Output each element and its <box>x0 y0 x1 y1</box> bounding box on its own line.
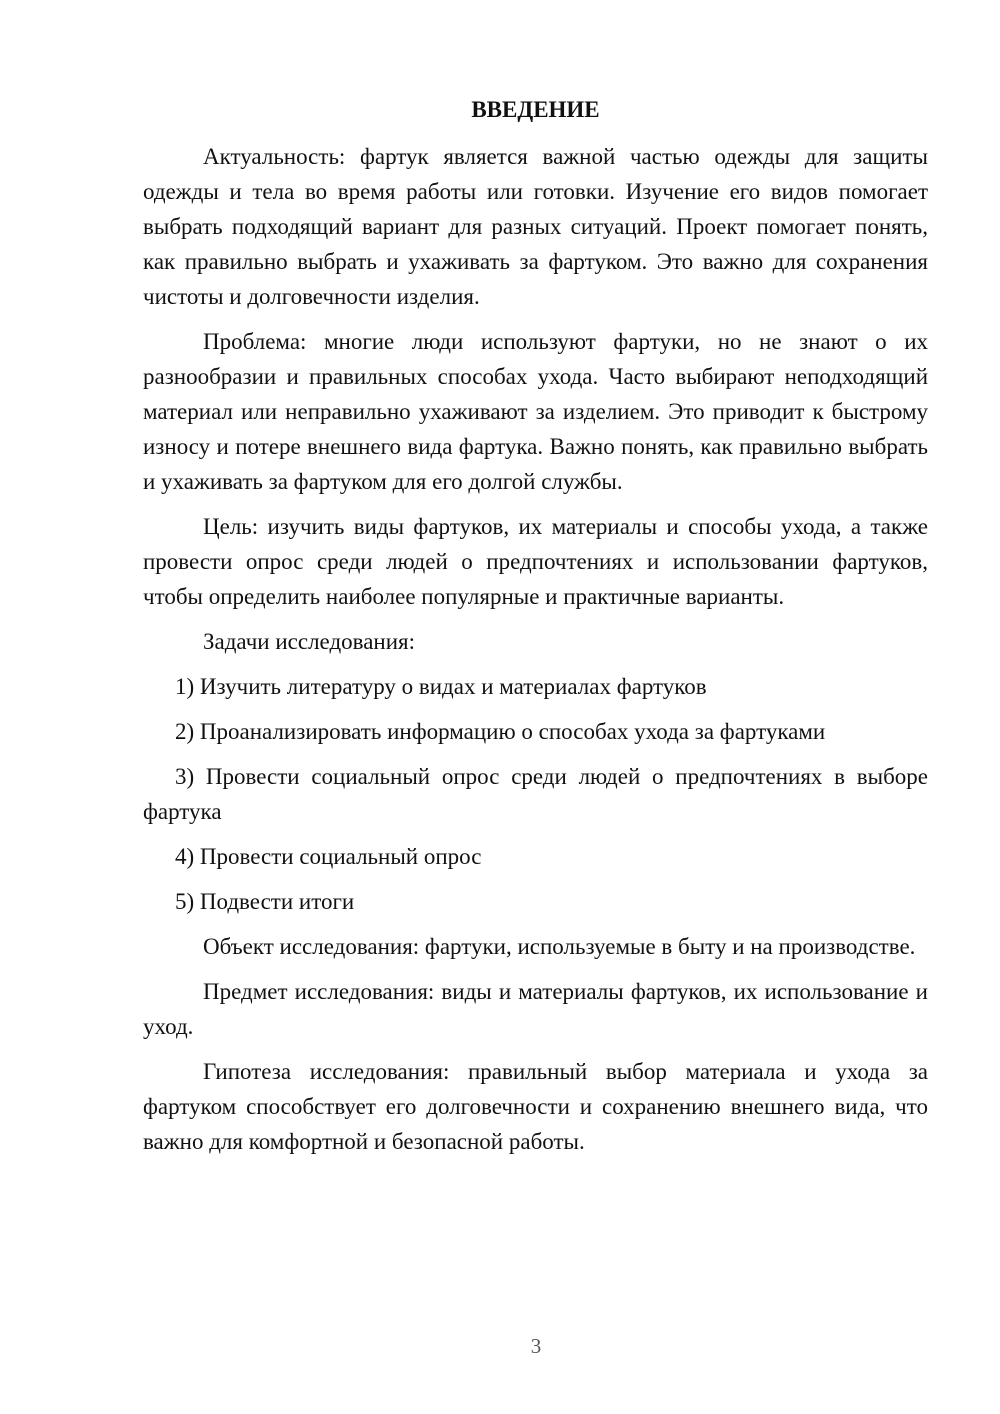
task-list <box>143 669 928 919</box>
task-item-2: 2) Проанализировать информацию о способах ухода за фартуками <box>175 719 826 744</box>
tasks-intro: Задачи исследования: <box>203 629 416 654</box>
paragraph-subject: Предмет исследования: виды и материалы фартуков, их использование и уход. <box>143 979 928 1039</box>
paragraph-hypothesis: Гипотеза исследования: правильный выбор материала и ухода за фартуком способствует его долговечности и сохранению внешнего вида, что важно для комфортной и безопасной работы. <box>143 1059 928 1154</box>
section-heading: ВВЕДЕНИЕ <box>471 97 600 122</box>
task-item-4: 4) Провести социальный опрос <box>175 844 482 869</box>
task-item-1: 1) Изучить литературу о видах и материалах фартуков <box>175 674 707 699</box>
paragraph-goal: Цель: изучить виды фартуков, их материалы и способы ухода, а также провести опрос среди людей о предпочтениях и использовании фартуков, чтобы определить наиболее популярные и практичные варианты. <box>143 514 928 609</box>
task-item-3: 3) Провести социальный опрос среди людей о предпочтениях в выборе фартука <box>143 764 928 824</box>
page-number: 3 <box>530 1334 542 1358</box>
paragraph-object: Объект исследования: фартуки, используемые в быту и на производстве. <box>203 934 916 959</box>
paragraph-relevance: Актуальность: фартук является важной частью одежды для защиты одежды и тела во время работы или готовки. Изучение его видов помогает выбрать подходящий вариант для разных ситуаций. Проект помогает понять, как правильно выбрать и ухаживать за фартуком. Это важно для сохранения чистоты и долговечности изделия. <box>143 144 928 309</box>
task-item-5: 5) Подвести итоги <box>175 889 355 914</box>
paragraph-problem: Проблема: многие люди используют фартуки, но не знают о их разнообразии и правильных способах ухода. Часто выбирают неподходящий материал или неправильно ухаживают за изделием. Это приводит к быстрому износу и потере внешнего вида фартука. Важно понять, как правильно выбрать и ухаживать за фартуком для его долгой службы. <box>143 329 928 494</box>
page-content <box>143 92 928 1169</box>
